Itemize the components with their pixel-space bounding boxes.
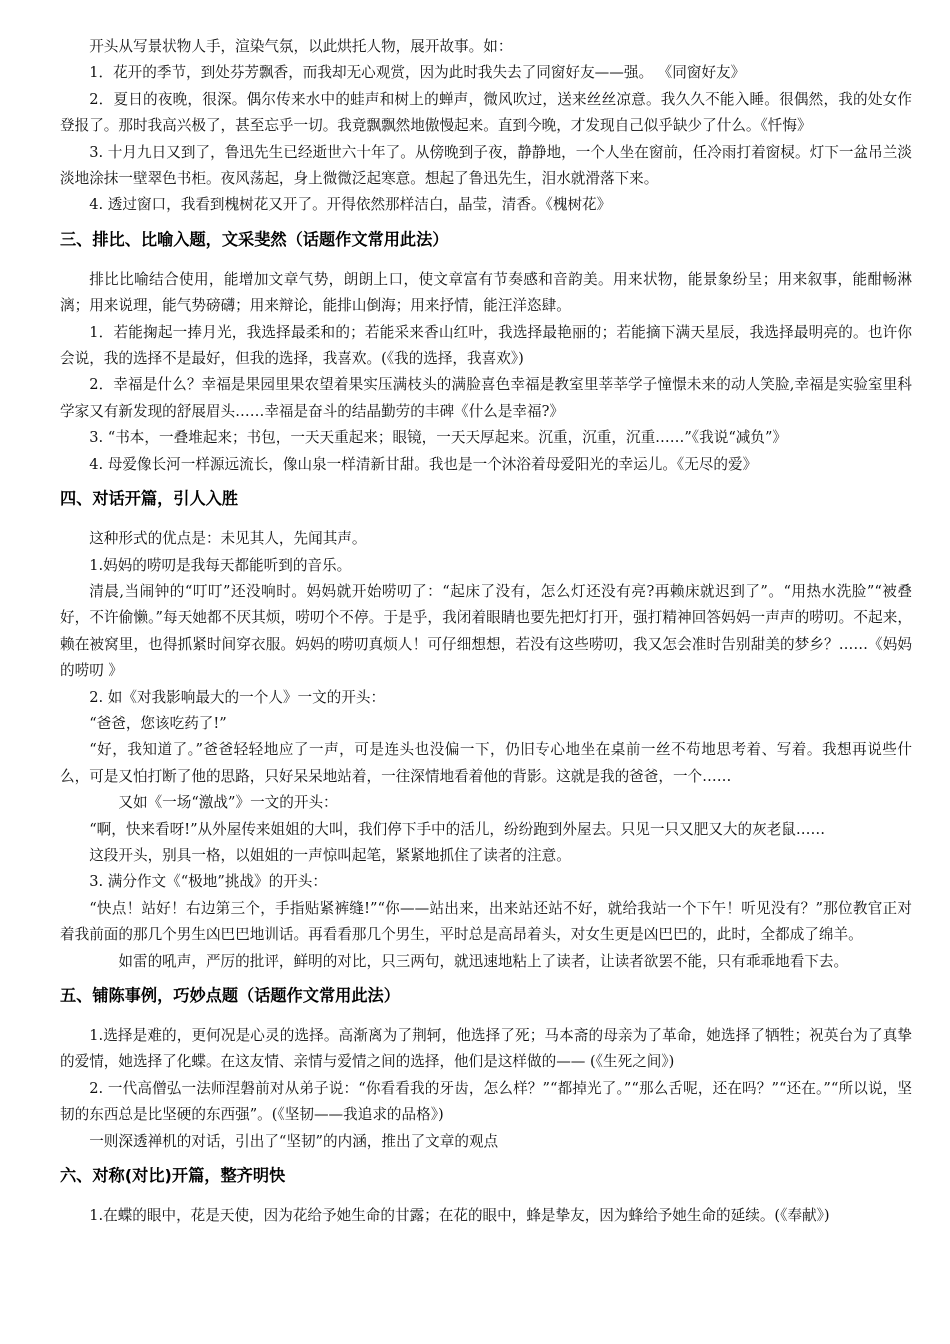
paragraph: 1.选择是难的，更何况是心灵的选择。高渐离为了荆轲，他选择了死；马本斋的母亲为了革命，她选择了牺牲；祝英台为了真挚的爱情，她选择了化蝶。在这友情、亲情与爱情之间的选择，他们是这样做的—— (《生死之间》)	[60, 1027, 912, 1071]
paragraph: 2. 一代高僧弘一法师涅磐前对从弟子说：“你看看我的牙齿，怎么样？”“都掉光了。”“那么舌呢，还在吗？”“还在。”“所以说，坚韧的东西总是比坚硬的东西强”。(《坚韧——我追求的品格》)	[60, 1079, 912, 1124]
paragraph: 4. 母爱像长河一样源远流长，像山泉一样清新甘甜。我也是一个沐浴着母爱阳光的幸运儿。《无尽的爱》	[89, 455, 758, 473]
paragraph: 这种形式的优点是：未见其人，先闻其声。	[89, 530, 367, 548]
paragraph: 2．夏日的夜晚，很深。偶尔传来水中的蛙声和树上的蝉声，微风吹过，送来丝丝凉意。我久久不能入睡。很偶然，我的处女作登报了。那时我高兴极了，甚至忘乎一切。我竟飘飘然地傲慢起来。直到今晚，才发现自己似乎缺少了什么。《忏悔》	[60, 90, 912, 135]
paragraph: 1．若能掬起一捧月光，我选择最柔和的；若能采来香山红叶，我选择最艳丽的；若能摘下满天星辰，我选择最明亮的。也许你会说，我的选择不是最好，但我的选择，我喜欢。(《我的选择，我喜欢》)	[60, 323, 912, 368]
section-heading: 五、铺陈事例，巧妙点题（话题作文常用此法）	[60, 986, 400, 1005]
paragraph: 又如《一场“激战”》一文的开头：	[118, 794, 338, 812]
paragraph: 排比比喻结合使用，能增加文章气势，朗朗上口，使文章富有节奏感和音韵美。用来状物，能景象纷呈；用来叙事，能酣畅淋漓；用来说理，能气势磅礴；用来辩论，能排山倒海；用来抒情，能汪洋恣肆。	[60, 270, 912, 315]
paragraph: “啊，快来看呀!”从外屋传来姐姐的大叫，我们停下手中的活儿，纷纷跑到外屋去。只见一只又肥又大的灰老鼠……	[89, 820, 826, 838]
paragraph: 3. 十月九日又到了，鲁迅先生已经逝世六十年了。从傍晚到子夜，静静地，一个人坐在窗前，任冷雨打着窗棂。灯下一盆吊兰淡淡地涂抹一壁翠色书柜。夜风荡起，身上微微泛起寒意。想起了鲁迅先生，泪水就滑落下来。	[60, 143, 912, 188]
paragraph: “好，我知道了。”爸爸轻轻地应了一声，可是连头也没偏一下，仍旧专心地坐在桌前一丝不苟地思考着、写着。我想再说些什么，可是又怕打断了他的思路，只好呆呆地站着，一往深情地看着他的背影。这就是我的爸爸，一个……	[60, 741, 912, 785]
paragraph: 一则深透禅机的对话，引出了“坚韧”的内涵，推出了文章的观点	[89, 1132, 499, 1150]
section-heading: 四、对话开篇，引人入胜	[60, 489, 239, 509]
paragraph: 如雷的吼声，严厉的批评，鲜明的对比，只三两句，就迅速地粘上了读者，让读者欲罢不能，只有乖乖地看下去。	[118, 952, 849, 970]
paragraph: 1．花开的季节，到处芬芳飘香，而我却无心观赏，因为此时我失去了同窗好友——强。 《同窗好友》	[89, 64, 746, 82]
paragraph: 1.妈妈的唠叨是我每天都能听到的音乐。	[89, 556, 352, 574]
section-heading: 三、排比、比喻入题，文采斐然（话题作文常用此法）	[60, 229, 449, 249]
paragraph: 3. 满分作文《“极地”挑战》的开头：	[89, 873, 327, 891]
paragraph: 开头从写景状物人手，渲染气氛，以此烘托人物，展开故事。如：	[89, 38, 513, 55]
paragraph: 2．幸福是什么？幸福是果园里果农望着果实压满枝头的满脸喜色幸福是教室里莘莘学子憧憬未来的动人笑脸,幸福是实验室里科学家又有新发现的舒展眉头……幸福是奋斗的结晶勤劳的丰碑《什么是幸福?》	[60, 376, 912, 420]
paragraph: “爸爸，您该吃药了!”	[89, 714, 227, 732]
section-heading: 六、对称(对比)开篇，整齐明快	[60, 1166, 286, 1186]
paragraph: 4. 透过窗口，我看到槐树花又开了。开得依然那样洁白，晶莹，清香。《槐树花》	[89, 196, 612, 214]
paragraph: “快点！站好！右边第三个，手指贴紧裤缝!”“你——站出来，出来站还站不好，就给我站一个下午！听见没有？”那位教官正对着我前面的那几个男生凶巴巴地训话。再看看那几个男生，平时总是高昂着头，对女生更是凶巴巴的，此时，全都成了绵羊。	[60, 899, 912, 944]
paragraph: 清晨,当闹钟的“叮叮”还没响时。妈妈就开始唠叨了：“起床了没有，怎么灯还没有亮?再赖床就迟到了”。“用热水洗脸”“被叠好，不许偷懒。”每天她都不厌其烦，唠叨个不停。于是乎，我闭着眼睛也要先把灯打开，强打精神回答妈妈一声声的唠叨。不起来，赖在被窝里，也得抓紧时间穿衣服。妈妈的唠叨真烦人！可仔细想想，若没有这些唠叨，我又怎会准时告别甜美的梦乡？……《妈妈的唠叨 》	[60, 582, 912, 680]
paragraph: 3. “书本，一叠堆起来；书包，一天天重起来；眼镜，一天天厚起来。沉重，沉重，沉重……”《我说“减负”》	[89, 429, 788, 447]
paragraph: 这段开头，别具一格，以姐姐的一声惊叫起笔，紧紧地抓住了读者的注意。	[89, 846, 571, 864]
paragraph: 2. 如《对我影响最大的一个人》一文的开头：	[89, 688, 386, 706]
paragraph: 1.在蝶的眼中，花是天使，因为花给予她生命的甘露；在花的眼中，蜂是挚友，因为蜂给予她生命的延续。(《奉献》)	[89, 1207, 830, 1225]
